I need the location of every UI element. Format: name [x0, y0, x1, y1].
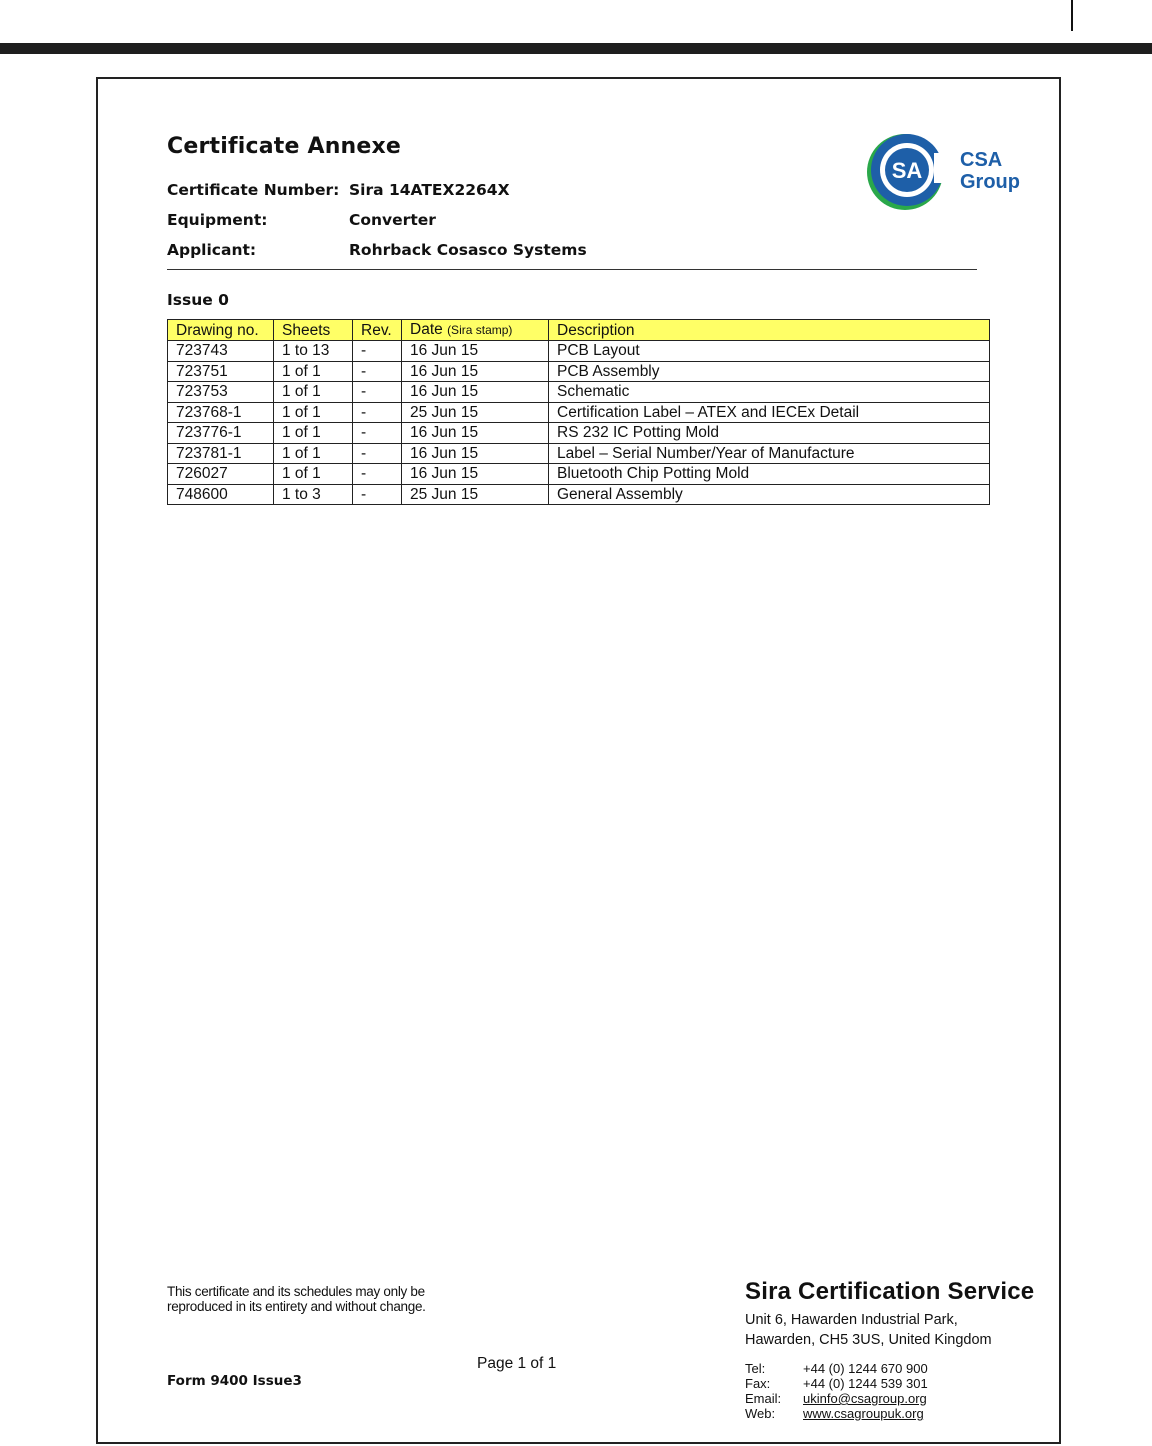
equipment-value: Converter — [349, 211, 436, 229]
cell-rev: - — [353, 443, 402, 464]
contact-row-fax — [745, 1376, 928, 1391]
applicant-label: Applicant: — [167, 241, 257, 259]
table-row — [168, 423, 990, 444]
cell-date: 16 Jun 15 — [402, 382, 549, 403]
cell-drawing: 723776-1 — [168, 423, 274, 444]
header-divider — [167, 269, 977, 270]
cell-drawing: 723768-1 — [168, 402, 274, 423]
tel-label: Tel: — [745, 1361, 766, 1376]
table-row — [168, 402, 990, 423]
table-header-row — [168, 320, 990, 341]
drawings-table — [167, 319, 990, 505]
cell-drawing: 726027 — [168, 464, 274, 485]
cell-date: 16 Jun 15 — [402, 443, 549, 464]
col-header-rev: Rev. — [353, 320, 402, 341]
table-row — [168, 361, 990, 382]
csa-group-logo — [862, 131, 1022, 213]
col-header-sheets: Sheets — [274, 320, 353, 341]
company-address — [745, 1310, 992, 1350]
table-row — [168, 443, 990, 464]
web-label: Web: — [745, 1406, 776, 1421]
top-divider-bar — [0, 43, 1152, 54]
date-header-note: (Sira stamp) — [447, 323, 513, 337]
company-name: Sira Certification Service — [745, 1278, 1035, 1305]
cell-sheets: 1 of 1 — [274, 443, 353, 464]
logo-word-group: Group — [960, 171, 1020, 193]
cell-sheets: 1 of 1 — [274, 402, 353, 423]
contact-details — [745, 1361, 928, 1421]
cell-drawing: 723751 — [168, 361, 274, 382]
notice-line-1: This certificate and its schedules may only be — [167, 1284, 425, 1299]
fax-label: Fax: — [745, 1376, 771, 1391]
cell-date: 16 Jun 15 — [402, 341, 549, 362]
address-line-2: Hawarden, CH5 3US, United Kingdom — [745, 1332, 992, 1348]
cell-date: 25 Jun 15 — [402, 484, 549, 505]
cell-sheets: 1 of 1 — [274, 464, 353, 485]
cell-description: Label – Serial Number/Year of Manufacture — [549, 443, 990, 464]
col-header-description: Description — [549, 320, 990, 341]
cell-description: PCB Assembly — [549, 361, 990, 382]
cell-sheets: 1 to 3 — [274, 484, 353, 505]
cell-date: 16 Jun 15 — [402, 464, 549, 485]
cell-drawing: 723781-1 — [168, 443, 274, 464]
cell-rev: - — [353, 402, 402, 423]
web-link[interactable]: www.csagroupuk.org — [803, 1406, 924, 1421]
cell-drawing: 723743 — [168, 341, 274, 362]
cell-date: 16 Jun 15 — [402, 361, 549, 382]
table-row — [168, 464, 990, 485]
tel-value: +44 (0) 1244 670 900 — [803, 1361, 928, 1376]
certificate-number-label: Certificate Number: — [167, 181, 340, 199]
email-label: Email: — [745, 1391, 782, 1406]
logo-wordmark — [960, 149, 1020, 193]
table-row — [168, 341, 990, 362]
table-row — [168, 382, 990, 403]
cell-rev: - — [353, 423, 402, 444]
cell-date: 16 Jun 15 — [402, 423, 549, 444]
cell-sheets: 1 of 1 — [274, 382, 353, 403]
cell-rev: - — [353, 382, 402, 403]
top-tick-mark — [1071, 0, 1073, 31]
cell-rev: - — [353, 341, 402, 362]
cell-sheets: 1 of 1 — [274, 423, 353, 444]
cell-drawing: 748600 — [168, 484, 274, 505]
notice-line-2: reproduced in its entirety and without change. — [167, 1299, 426, 1314]
certificate-page — [96, 77, 1061, 1444]
equipment-label: Equipment: — [167, 211, 268, 229]
cell-description: RS 232 IC Potting Mold — [549, 423, 990, 444]
cell-description: Bluetooth Chip Potting Mold — [549, 464, 990, 485]
csa-emblem-icon — [862, 131, 954, 213]
cell-description: Certification Label – ATEX and IECEx Detail — [549, 402, 990, 423]
issue-heading: Issue 0 — [167, 291, 229, 309]
page-title: Certificate Annexe — [167, 134, 402, 159]
cell-description: Schematic — [549, 382, 990, 403]
table-row — [168, 484, 990, 505]
reproduction-notice — [167, 1284, 497, 1314]
applicant-value: Rohrback Cosasco Systems — [349, 241, 587, 259]
address-line-1: Unit 6, Hawarden Industrial Park, — [745, 1312, 958, 1328]
cell-rev: - — [353, 361, 402, 382]
contact-row-email — [745, 1391, 928, 1406]
email-link[interactable]: ukinfo@csagroup.org — [803, 1391, 927, 1406]
fax-value: +44 (0) 1244 539 301 — [803, 1376, 928, 1391]
cell-sheets: 1 to 13 — [274, 341, 353, 362]
certificate-number-value: Sira 14ATEX2264X — [349, 181, 510, 199]
cell-rev: - — [353, 484, 402, 505]
cell-description: General Assembly — [549, 484, 990, 505]
logo-word-csa: CSA — [960, 149, 1003, 171]
contact-row-web — [745, 1406, 928, 1421]
contact-row-tel — [745, 1361, 928, 1376]
col-header-date — [402, 320, 549, 341]
date-header-label: Date — [410, 321, 443, 338]
svg-text:SA: SA — [891, 158, 923, 183]
cell-description: PCB Layout — [549, 341, 990, 362]
col-header-drawing: Drawing no. — [168, 320, 274, 341]
cell-sheets: 1 of 1 — [274, 361, 353, 382]
cell-date: 25 Jun 15 — [402, 402, 549, 423]
page-number: Page 1 of 1 — [477, 1355, 557, 1372]
cell-rev: - — [353, 464, 402, 485]
form-number: Form 9400 Issue3 — [167, 1373, 302, 1389]
cell-drawing: 723753 — [168, 382, 274, 403]
